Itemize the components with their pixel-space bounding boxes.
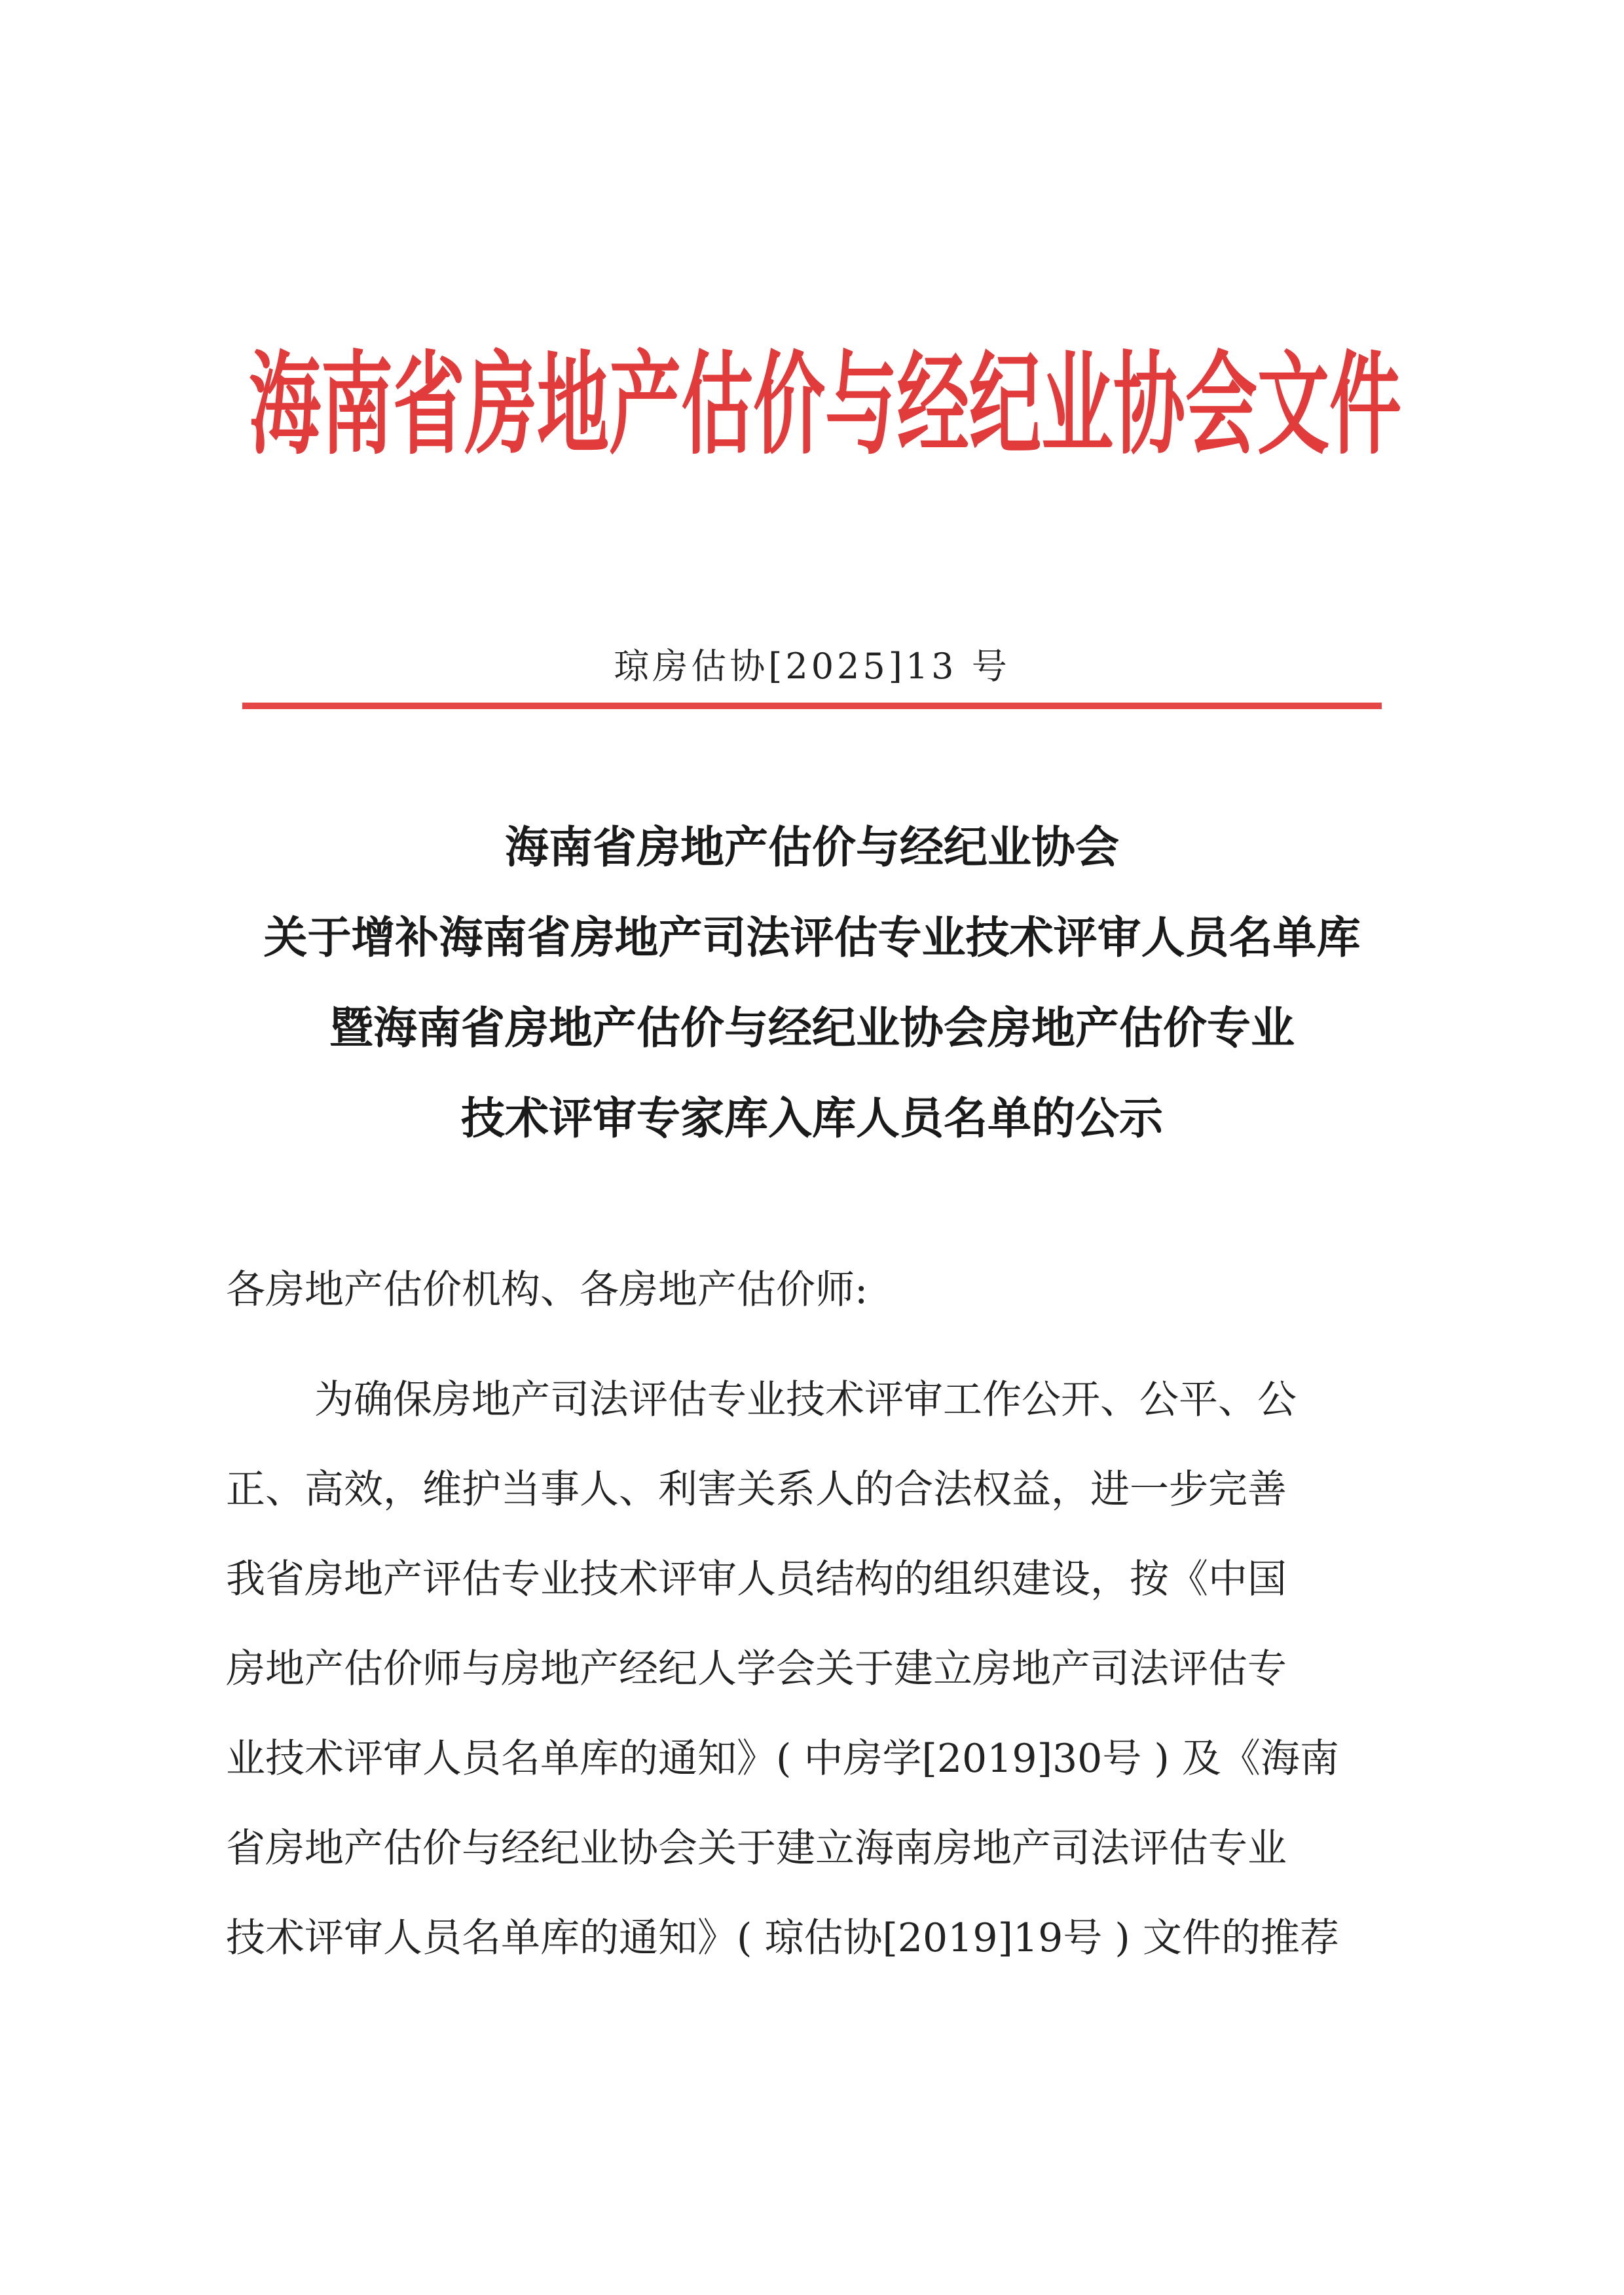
red-divider-rule xyxy=(242,703,1382,709)
title-line: 暨海南省房地产估价与经纪业协会房地产估价专业 xyxy=(329,1002,1295,1054)
body-line: 省房地产估价与经纪业协会关于建立海南房地产司法评估专业 xyxy=(226,1826,1287,1871)
salutation: 各房地产估价机构、各房地产估价师: xyxy=(226,1267,868,1313)
document-number: 琼房估协[2025]13 号 xyxy=(614,646,1010,687)
org-banner-text: 海南省房地产估价与经纪业协会文件 xyxy=(249,339,1401,470)
body-paragraph xyxy=(226,1355,1405,1983)
body-line: 房地产估价师与房地产经纪人学会关于建立房地产司法评估专 xyxy=(226,1646,1287,1692)
title-line: 海南省房地产估价与经纪业协会 xyxy=(505,821,1119,873)
title-line: 关于增补海南省房地产司法评估专业技术评审人员名单库 xyxy=(263,911,1361,963)
body-line: 正、高效，维护当事人、利害关系人的合法权益，进一步完善 xyxy=(226,1467,1287,1513)
body-line: 技术评审人员名单库的通知》( 琼估协[2019]19号 ) 文件的推荐 xyxy=(226,1915,1339,1961)
body-line: 我省房地产评估专业技术评审人员结构的组织建设，按《中国 xyxy=(226,1556,1287,1602)
notice-title xyxy=(0,802,1624,1164)
letterhead-banner xyxy=(236,298,1414,494)
body-line: 业技术评审人员名单库的通知》( 中房学[2019]30号 ) 及《海南 xyxy=(226,1736,1339,1782)
title-line: 技术评审专家库入库人员名单的公示 xyxy=(461,1092,1163,1144)
body-line: 为确保房地产司法评估专业技术评审工作公开、公平、公 xyxy=(314,1377,1297,1423)
